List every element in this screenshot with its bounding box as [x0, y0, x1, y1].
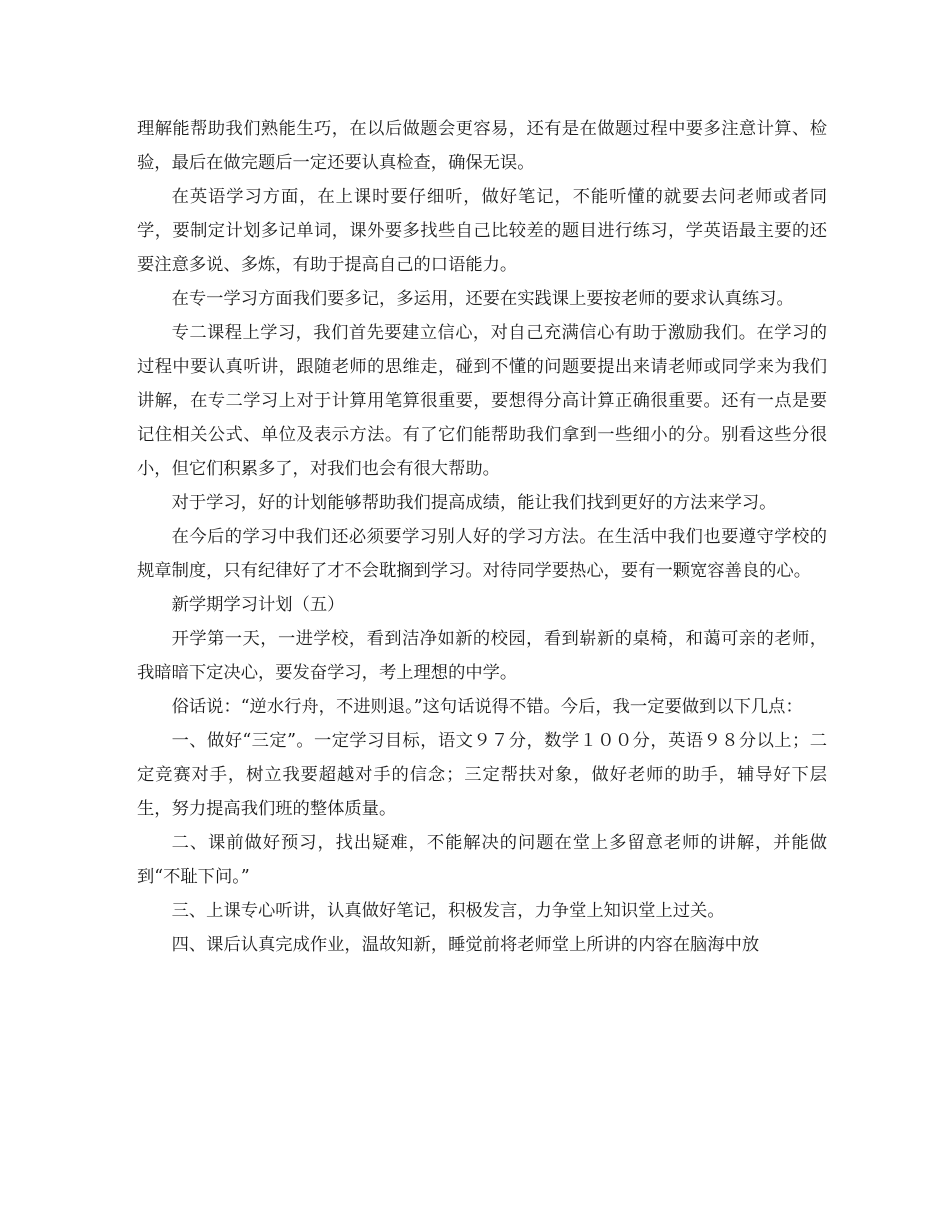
paragraph-6: 在今后的学习中我们还必须要学习别人好的学习方法。在生活中我们也要遵守学校的规章制度，只有纪律好了才不会耽搁到学习。对待同学要热心，要有一颗宽容善良的心。	[137, 527, 827, 581]
paragraph-2: 在英语学习方面，在上课时要仔细听，做好笔记，不能听懂的就要去问老师或者同学，要制定计划多记单词，课外要多找些自己比较差的题目进行练习，学英语最主要的还要注意多说、多炼，有助于提高自己的口语能力。	[137, 187, 827, 275]
paragraph-5: 对于学习，好的计划能够帮助我们提高成绩，能让我们找到更好的方法来学习。	[171, 493, 777, 513]
paragraph-4: 专二课程上学习，我们首先要建立信心，对自己充满信心有助于激励我们。在学习的过程中要认真听讲，跟随老师的思维走，碰到不懂的问题要提出来请老师或同学来为我们讲解，在专二学习上对于计算用笔算很重要，要想得分高计算正确很重要。还有一点是要记住相关公式、单位及表示方法。有了它们能帮助我们拿到一些细小的分。别看这些分很小，但它们积累多了，对我们也会有很大帮助。	[137, 323, 827, 479]
section-heading: 新学期学习计划（五）	[171, 595, 345, 615]
paragraph-11: 二、课前做好预习，找出疑难，不能解决的问题在堂上多留意老师的讲解，并能做到“不耻下问。”	[137, 833, 827, 887]
document-body	[137, 112, 827, 962]
paragraph-1: 理解能帮助我们熟能生巧，在以后做题会更容易，还有是在做题过程中要多注意计算、检验，最后在做完题后一定还要认真检查，确保无误。	[137, 119, 827, 173]
paragraph-3: 在专一学习方面我们要多记，多运用，还要在实践课上要按老师的要求认真练习。	[171, 289, 794, 309]
paragraph-9: 俗话说：“逆水行舟，不进则退。”这句话说得不错。今后，我一定要做到以下几点：	[171, 697, 803, 717]
paragraph-13: 四、课后认真完成作业，温故知新，睡觉前将老师堂上所讲的内容在脑海中放	[171, 935, 760, 955]
paragraph-12: 三、上课专心听讲，认真做好笔记，积极发言，力争堂上知识堂上过关。	[171, 901, 725, 921]
paragraph-10: 一、做好“三定”。一定学习目标，语文９７分，数学１００分，英语９８分以上；二定竞赛对手，树立我要超越对手的信念；三定帮扶对象，做好老师的助手，辅导好下层生，努力提高我们班的整体质量。	[137, 731, 827, 819]
paragraph-8: 开学第一天，一进学校，看到洁净如新的校园，看到崭新的桌椅，和蔼可亲的老师，我暗暗下定决心，要发奋学习，考上理想的中学。	[137, 629, 827, 683]
